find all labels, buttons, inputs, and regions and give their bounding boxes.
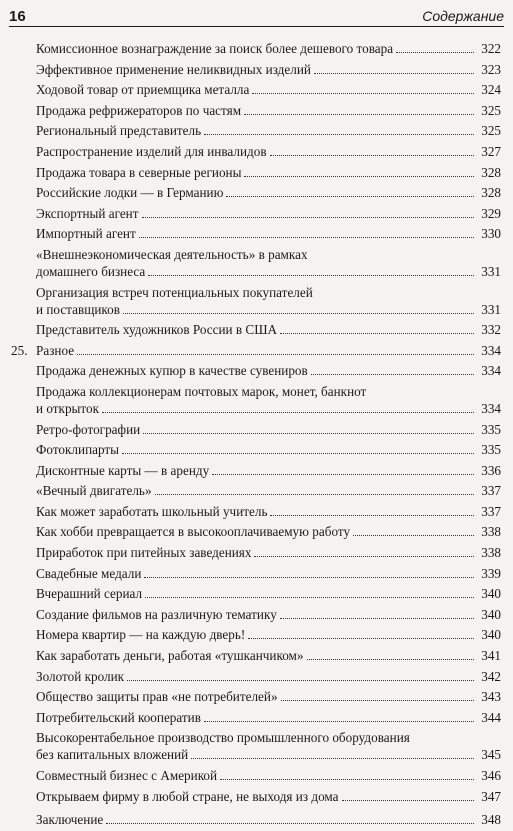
- toc-entry-title: Продажа денежных купюр в качестве сувениров: [36, 363, 308, 379]
- dot-leader: [148, 275, 474, 276]
- toc-entry-title: Совместный бизнес с Америкой: [36, 768, 218, 783]
- toc-entry: [11, 544, 501, 561]
- toc-entry: [11, 585, 501, 602]
- toc-entry: [11, 709, 501, 726]
- toc-entry-title: Как заработать деньги, работая «тушканчиком»: [36, 648, 304, 664]
- toc-entry-line: [36, 362, 501, 379]
- dot-leader: [353, 535, 474, 536]
- toc-entry-line: [36, 122, 501, 139]
- toc-entry-title: домашнего бизнеса: [36, 263, 146, 279]
- dot-leader: [307, 659, 475, 660]
- toc-page-number: 335: [481, 421, 501, 437]
- toc-entry: [11, 321, 501, 338]
- toc-entry-line: [36, 647, 501, 664]
- toc-entry-title: Продажа рефрижераторов по частям: [36, 102, 242, 118]
- toc-entry-line: [36, 321, 501, 338]
- toc-page-number: 340: [481, 627, 501, 643]
- toc-page-number: 323: [481, 61, 501, 77]
- toc-page-number: 341: [481, 648, 501, 664]
- toc-entry-line: [36, 164, 501, 181]
- toc-entry: [11, 362, 501, 379]
- toc-page-number: 334: [481, 400, 501, 416]
- toc-entry-title: Экспортный агент: [36, 205, 139, 221]
- toc-page-number: 336: [481, 462, 501, 478]
- dot-leader: [204, 134, 474, 135]
- toc-entry-line: [36, 544, 501, 561]
- toc-entry-title: Продажа товара в северные регионы: [36, 164, 242, 180]
- dot-leader: [77, 354, 474, 355]
- toc-entry-title: [11, 342, 74, 359]
- toc-entry-line: [36, 523, 501, 540]
- toc-page-number: 322: [481, 41, 501, 56]
- toc-entry: [11, 122, 501, 139]
- dot-leader: [281, 700, 474, 701]
- dot-leader: [127, 680, 474, 681]
- toc-entry: [11, 143, 501, 160]
- toc-entry-line: [36, 767, 501, 784]
- toc-entry: [11, 606, 501, 623]
- toc-page-number: 334: [481, 363, 501, 379]
- running-title: Содержание: [422, 8, 504, 24]
- toc-page-number: 337: [481, 483, 501, 499]
- toc-entry-title: Как может заработать школьный учитель: [36, 503, 268, 519]
- dot-leader: [244, 176, 474, 177]
- toc-entry-title: Ретро-фотографии: [36, 421, 141, 437]
- toc-page-number: 328: [481, 164, 501, 180]
- toc-entry-line: [36, 709, 501, 726]
- toc-page-number: 340: [481, 586, 501, 602]
- toc-page-number: 325: [481, 102, 501, 118]
- toc-entry-title: Представитель художников России в США: [36, 322, 278, 338]
- dot-leader: [248, 638, 474, 639]
- toc-entry-line: [36, 61, 501, 78]
- toc-entry: [11, 811, 501, 828]
- toc-entry-line: [36, 143, 501, 160]
- toc-entry: [11, 788, 501, 805]
- table-of-contents: [11, 40, 501, 831]
- toc-section-entry: [11, 342, 501, 359]
- toc-page-number: 339: [481, 565, 501, 581]
- dot-leader: [342, 800, 474, 801]
- toc-entry-line: [36, 503, 501, 520]
- toc-entry: [11, 383, 501, 417]
- toc-entry-line: [36, 606, 501, 623]
- toc-page-number: 328: [481, 185, 501, 201]
- toc-entry: [11, 184, 501, 201]
- toc-page-number: 334: [481, 342, 501, 358]
- toc-entry-title: Дисконтные карты — в аренду: [36, 462, 210, 478]
- toc-page-number: 337: [481, 503, 501, 519]
- toc-page-number: 325: [481, 123, 501, 139]
- toc-entry-line: [36, 688, 501, 705]
- dot-leader: [220, 779, 474, 780]
- toc-page-number: 343: [481, 689, 501, 705]
- dot-leader: [102, 412, 474, 413]
- toc-entry: [11, 729, 501, 763]
- toc-entry-title: Приработок при питейных заведениях: [36, 545, 252, 561]
- toc-entry-line: [36, 225, 501, 242]
- toc-entry: [11, 688, 501, 705]
- toc-entry-line: [36, 668, 501, 685]
- toc-entry-title: Открываем фирму в любой стране, не выходя из дома: [36, 788, 339, 804]
- toc-entry: [11, 482, 501, 499]
- toc-entry-title: Комиссионное вознаграждение за поиск более дешевого товара: [36, 41, 394, 56]
- section-number: 25.: [11, 342, 28, 358]
- dot-leader: [144, 577, 474, 578]
- toc-entry: [11, 441, 501, 458]
- toc-entry-title: без капитальных вложений: [36, 747, 189, 763]
- toc-page-number: 335: [481, 442, 501, 458]
- dot-leader: [314, 73, 474, 74]
- toc-entry-line: [36, 482, 501, 499]
- dot-leader: [191, 758, 474, 759]
- toc-page-number: 340: [481, 606, 501, 622]
- toc-page-number: 327: [481, 143, 501, 159]
- toc-entry-line: [36, 585, 501, 602]
- toc-page-number: 345: [481, 747, 501, 763]
- toc-entry: [11, 626, 501, 643]
- toc-entry-title: Эффективное применение неликвидных изделий: [36, 61, 311, 77]
- toc-entry-title: Общество защиты прав «не потребителей»: [36, 689, 278, 705]
- toc-entry-line: [36, 263, 501, 280]
- toc-entry: [11, 81, 501, 98]
- dot-leader: [143, 433, 474, 434]
- toc-entry-line: [36, 40, 501, 57]
- page-number: 16: [9, 8, 26, 25]
- toc-entry: [11, 523, 501, 540]
- toc-entry-line: [36, 746, 501, 763]
- dot-leader: [145, 597, 474, 598]
- toc-page-number: 324: [481, 82, 501, 98]
- toc-entry-title: Распространение изделий для инвалидов: [36, 143, 267, 159]
- toc-entry: [11, 503, 501, 520]
- toc-entry-line: [36, 184, 501, 201]
- toc-entry: [11, 225, 501, 242]
- toc-page-number: 342: [481, 668, 501, 684]
- toc-entry-title: Фотоклипарты: [36, 442, 120, 458]
- toc-entry-title: и поставщиков: [36, 301, 120, 317]
- toc-page-number: 348: [481, 811, 501, 827]
- toc-entry-title: Номера квартир — на каждую дверь!: [36, 627, 246, 643]
- toc-entry-title: Как хобби превращается в высокооплачиваемую работу: [36, 524, 351, 540]
- toc-entry-line: [36, 102, 501, 119]
- dot-leader: [270, 515, 474, 516]
- section-title: Разное: [36, 342, 75, 358]
- toc-page-number: 332: [481, 322, 501, 338]
- toc-page-number: 347: [481, 788, 501, 804]
- toc-entry: [11, 647, 501, 664]
- dot-leader: [142, 217, 474, 218]
- toc-entry: [11, 40, 501, 57]
- toc-entry: [11, 102, 501, 119]
- toc-page-number: 331: [481, 301, 501, 317]
- toc-page-number: 338: [481, 545, 501, 561]
- toc-entry-line: [36, 400, 501, 417]
- toc-entry-title: Импортный агент: [36, 226, 136, 242]
- toc-entry-line: [36, 441, 501, 458]
- toc-entry-line: [36, 301, 501, 318]
- toc-entry-title-line1: «Внешнеэкономическая деятельность» в рамках: [36, 246, 308, 262]
- toc-entry: [11, 767, 501, 784]
- toc-entry-line: [36, 626, 501, 643]
- toc-entry-line: [11, 342, 501, 359]
- toc-entry: [11, 205, 501, 222]
- toc-page-number: 330: [481, 226, 501, 242]
- toc-page-number: 329: [481, 205, 501, 221]
- toc-entry-title: Заключение: [36, 811, 104, 827]
- dot-leader: [244, 114, 474, 115]
- toc-entry-title: «Вечный двигатель»: [36, 483, 152, 499]
- toc-entry: [11, 61, 501, 78]
- toc-entry-line: [36, 788, 501, 805]
- toc-entry-line: [36, 811, 501, 828]
- dot-leader: [226, 196, 474, 197]
- dot-leader: [204, 721, 474, 722]
- dot-leader: [270, 155, 474, 156]
- toc-entry: [11, 284, 501, 318]
- toc-entry-title: Вчерашний сериал: [36, 586, 143, 602]
- toc-entry: [11, 246, 501, 280]
- toc-entry: [11, 462, 501, 479]
- toc-entry-title: Создание фильмов на различную тематику: [36, 606, 277, 622]
- dot-leader: [254, 556, 474, 557]
- toc-entry-title: Ходовой товар от приемщика металла: [36, 82, 250, 98]
- dot-leader: [280, 333, 474, 334]
- dot-leader: [311, 374, 474, 375]
- toc-entry: [11, 164, 501, 181]
- dot-leader: [139, 237, 474, 238]
- toc-entry-line: [36, 462, 501, 479]
- toc-entry-line: [36, 205, 501, 222]
- dot-leader: [396, 52, 474, 53]
- toc-entry-title: Золотой кролик: [36, 668, 125, 684]
- dot-leader: [252, 93, 474, 94]
- toc-entry-line: [36, 81, 501, 98]
- toc-entry: [11, 668, 501, 685]
- toc-page-number: 346: [481, 768, 501, 783]
- toc-entry-line: [36, 421, 501, 438]
- dot-leader: [106, 823, 474, 824]
- toc-entry-title-line1: Организация встреч потенциальных покупателей: [36, 284, 313, 300]
- dot-leader: [155, 494, 474, 495]
- toc-entry-title: Региональный представитель: [36, 123, 202, 139]
- toc-entry: [11, 565, 501, 582]
- dot-leader: [212, 474, 474, 475]
- toc-entry-title-line1: Высокорентабельное производство промышленного оборудования: [36, 730, 410, 746]
- toc-page-number: 344: [481, 709, 501, 725]
- toc-entry: [11, 421, 501, 438]
- toc-entry-title: Российские лодки — в Германию: [36, 185, 224, 201]
- toc-entry-title: и открыток: [36, 400, 99, 416]
- toc-entry-title-line1: Продажа коллекционерам почтовых марок, монет, банкнот: [36, 383, 367, 399]
- toc-entry-title: Потребительский кооператив: [36, 709, 201, 725]
- toc-page-number: 338: [481, 524, 501, 540]
- dot-leader: [123, 313, 474, 314]
- toc-page-number: 331: [481, 263, 501, 279]
- toc-entry-title: Свадебные медали: [36, 565, 142, 581]
- running-header: [9, 4, 504, 27]
- dot-leader: [280, 618, 474, 619]
- toc-entry-line: [36, 565, 501, 582]
- dot-leader: [122, 453, 474, 454]
